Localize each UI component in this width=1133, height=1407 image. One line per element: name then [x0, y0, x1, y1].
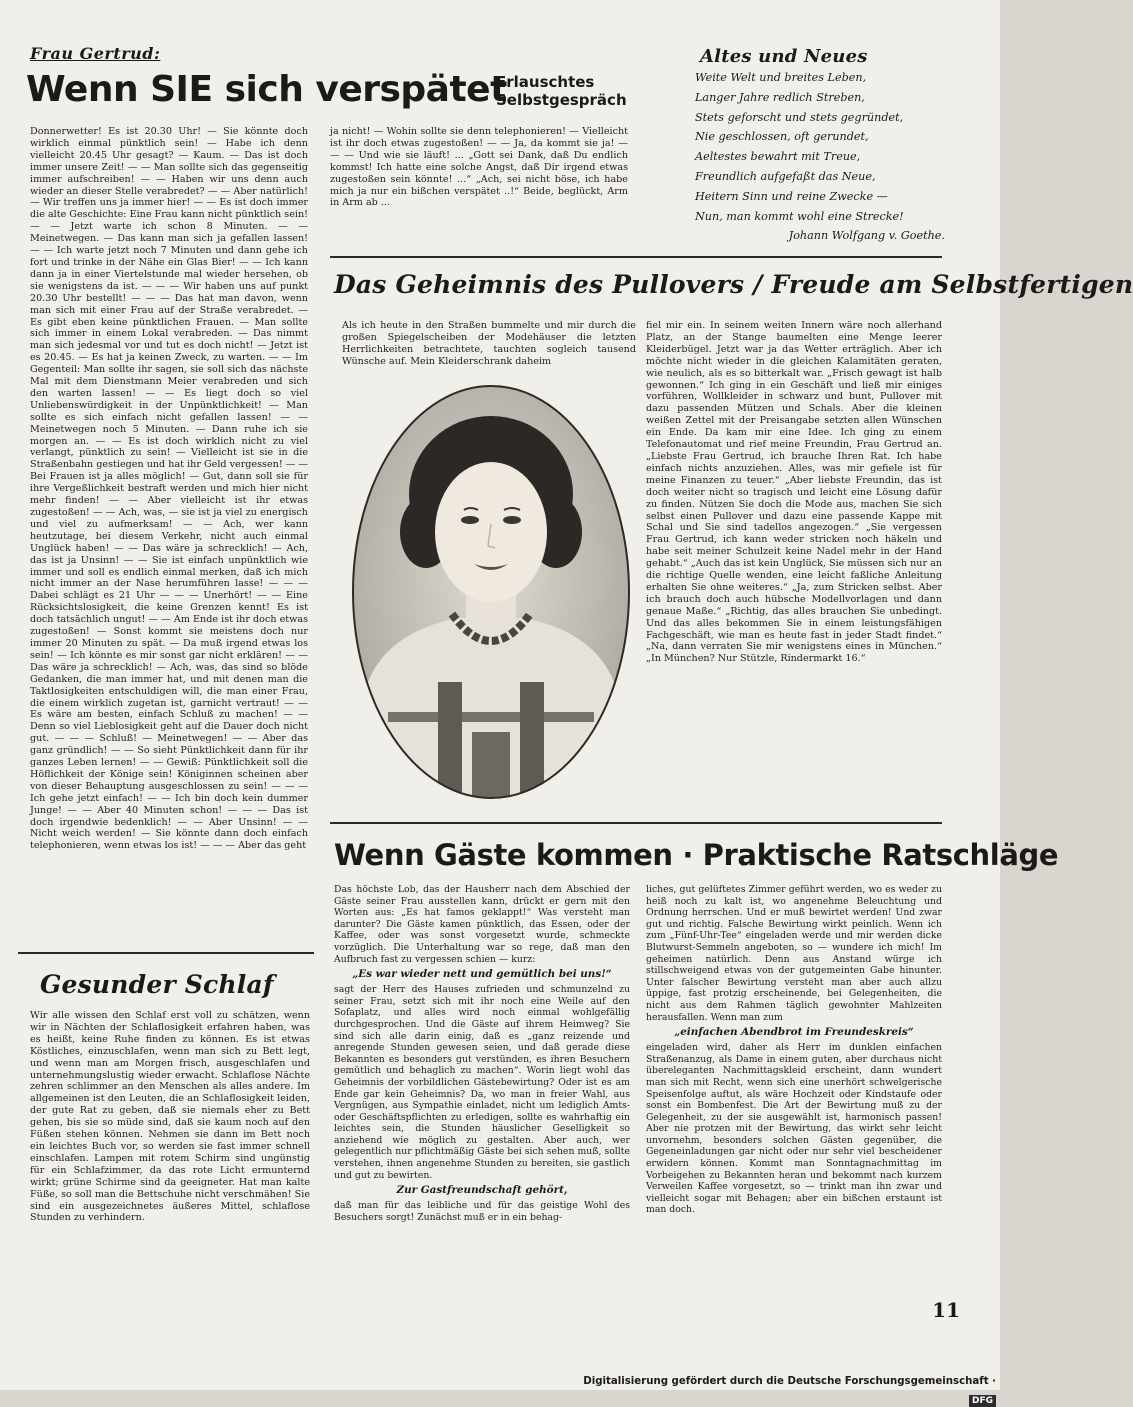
article3-body — [30, 1010, 310, 1322]
poem-author: Johann Wolfgang v. Goethe. — [788, 229, 945, 242]
article4-col2-text: eingeladen wird, daher als Herr im dunklen einfachen Straßenanzug, als Dame in einem guten, aber durchaus nicht übereleganten Nachmittagskleid erscheint, dann wundert man sich mit Recht, wenn sich eine unerhört schwelgerische Speisenfolge auftut, als wäre Hochzeit oder Kindstaufe oder sonst ein Bombenfest. Die Art der Bewirtung muß zu der Gelegenheit, zu der sie ausgewählt ist, harmonisch passen! Aber nie protzen mit der Bewirtung, das wirkt sehr leicht unvornehm, besonders solchen Gästen gegenüber, die Gegeneinladungen gar nicht oder nur sehr viel bescheidener erwidern können. Kommt man Sonntagnachmittag im Vorbeigehen zu Bekannten heran und bekommt nach kurzem Verweilen Kaffee vorgesetzt, so — trinkt man ihn zwar und vielleicht sogar mit Behagen; aber ein bißchen erstaunt ist man doch. — [646, 1042, 942, 1216]
article1-col2-text: ja nicht! — Wohin sollte sie denn telephonieren! — Vielleicht ist ihr doch etwas zugestoßen! — — Ja, da kommt sie ja! — — — Und wie sie läuft! ... „Gott sei Dank, daß Du endlich kommst! Ich hatte eine solche Angst, daß Dir irgend etwas zugestoßen sein könnte! ...“ „Ach, sei nicht böse, ich habe mich ja nur ein bißchen verspätet ..!“ Beide, beglückt, Arm in Arm ab ... — [330, 126, 628, 209]
dfg-logo: DFG — [969, 1395, 996, 1407]
article2-col2-text: fiel mir ein. In seinem weiten Innern wäre noch allerhand Platz, an der Stange baumelten eine Menge leerer Kleiderbügel. Jetzt war ja das Wetter erträglich. Aber ich möchte nicht wieder in die gleichen Kalamitäten geraten, wie neulich, als es so bitterkalt war. „Frisch gewagt ist halb gewonnen.“ Ich ging in ein Geschäft und ließ mir einiges vorführen, Wollkleider in schwarz und bunt, Pullover mit dazu passenden Mützen und Schals. Aber die kleinen weißen Zettel mit der Preisangabe setzten allen Wünschen ein Ende. Da kam mir eine Idee. Ich ging zu einem Telefonautomat und rief meine Freundin, Frau Gertrud an. „Liebste Frau Gertrud, ich brauche Ihren Rat. Ich habe einfach nichts anzuziehen. Alles, was mir gefiele ist für meine Finanzen zu teuer.“ „Aber liebste Freundin, das ist doch weiter nicht so tragisch und leicht eine Lösung dafür zu finden. Nützen Sie doch die Mode aus, machen Sie sich selbst einen Pullover und dazu eine passende Kappe mit Schal und Sie sind tadellos angezogen.“ „Sie vergessen Frau Gertrud, ich kann weder stricken noch häkeln und habe seit meiner Schulzeit keine Nadel mehr in der Hand gehabt.“ „Auch das ist kein Unglück, Sie müssen sich nur an die richtige Quelle wenden, eine leicht faßliche Anleitung erhalten Sie ohne weiteres.“ „Ja, zum Stricken selbst. Aber ich brauch doch auch hübsche Modellvorlagen und dann genaue Maße.“ „Richtig, das alles brauchen Sie unbedingt. Und das alles bekommen Sie in einem leistungsfähigen Fachgeschäft, wie man es heute fast in jeder Stadt findet.“ „Na, dann verraten Sie mir wenigstens eines in München.“ „In München? Nur Stützle, Rindermarkt 16.“ — [646, 320, 942, 665]
article2-col1-text: Als ich heute in den Straßen bummelte und mir durch die großen Spiegelscheiben der Modehäuser die letzten Herrlichkeiten betrachtete, tauchten sogleich tausend Wünsche auf. Mein Kleiderschrank daheim — [342, 320, 636, 367]
poem-line: Freundlich aufgefaßt das Neue, — [695, 169, 876, 183]
article3-title: Gesunder Schlaf — [40, 970, 274, 999]
article1-subhead — [496, 73, 636, 113]
article4-col2-text: liches, gut gelüftetes Zimmer geführt werden, wo es weder zu heiß noch zu kalt ist, wo angenehme Beleuchtung und Ordnung herrschen. Und er muß bewirtet werden! Und zwar gut und richtig. Falsche Bewirtung wirkt peinlich. Wenn ich zum „Fünf-Uhr-Tee“ eingeladen werde und mir werden dicke Blutwurst-Semmeln angeboten, so — wundere ich mich! Im geheimen natürlich. Denn aus Anstand würge ich stillschweigend etwas von der gutgemeinten Gabe hinunter. Unter falscher Bewirtung versteht man aber auch allzu üppige, fast protzig erscheinende, bei Gelegenheiten, die nicht aus dem Rahmen täglich gewohnter Mahlzeiten herausfallen. Wenn man zum — [646, 884, 942, 1023]
poem-line: Nie geschlossen, oft gerundet, — [695, 130, 869, 144]
article4-col1-text: sagt der Herr des Hauses zufrieden und schmunzelnd zu seiner Frau, setzt sich mit ihr noch eine Weile auf den Sofaplatz, und alles wird noch einmal wohlgefällig durchgesprochen. Und die Gäste auf ihrem Heimweg? Sie sind sich alle darin einig, daß es „ganz reizende und anregende Stunden gewesen seien, und daß gerade diese Bekannten es besonders gut verstünden, es ihren Besuchern gemütlich und behaglich zu machen“. Worin liegt wohl das Geheimnis der vorbildlichen Gästebewirtung? Oder ist es am Ende gar kein Geheimnis? Da, wo man in freier Wahl, aus Vergnügen, aus Sympathie einladet, nicht um lediglich Amts- oder Geschäftspflichten zu erledigen, sollte es wahrhaftig ein leichtes sein, die Stunden häuslicher Geselligkeit so anziehend wie möglich zu gestalten. Aber auch, wer gelegentlich nur pflichtmäßig Gäste bei sich sehen muß, sollte verstehen, ihnen angenehme Stunden zu bereiten, sie gastlich und gut zu bewirten. — [334, 984, 630, 1181]
article2-title: Das Geheimnis des Pullovers / Freude am Selbstfertigen — [334, 270, 1133, 299]
article4-col1-text: Das höchste Lob, das der Hausherr nach dem Abschied der Gäste seiner Frau ausstellen kann, drückt er gern mit den Worten aus: „Es hat famos geklappt!“ Was versteht man darunter? Die Gäste kamen pünktlich, das Essen, oder der Kaffee, oder was sonst vorgesetzt wurde, schmeckte vorzüglich. Die Unterhaltung war so rege, daß man den Aufbruch fast zu vergessen schien — kurz: — [334, 884, 630, 965]
article1-kicker: Frau Gertrud: — [30, 44, 161, 63]
poem-line: Heitern Sinn und reine Zwecke — — [695, 189, 888, 203]
article1-column-2 — [330, 126, 628, 244]
article1-subhead-line-1: Erlauschtes — [496, 73, 595, 91]
section-divider-rule — [18, 952, 314, 954]
article4-col1-subheading: Zur Gastfreundschaft gehört, — [396, 1184, 568, 1197]
article4-col1-text: daß man für das leibliche und für das geistige Wohl des Besuchers sorgt! Zunächst muß er in ein behag- — [334, 1200, 630, 1223]
article4-column-2 — [646, 884, 942, 1304]
article4-col1-subheading: „Es war wieder nett und gemütlich bei uns!“ — [352, 968, 612, 981]
poem-line: Nun, man kommt wohl eine Strecke! — [695, 209, 904, 223]
article2-column-1 — [342, 320, 636, 378]
article4-title: Wenn Gäste kommen · Praktische Ratschläge — [334, 838, 1059, 872]
poem-title: Altes und Neues — [700, 46, 868, 67]
poem-body — [695, 68, 935, 238]
article2-column-2 — [646, 320, 942, 810]
article4-col2-subheading: „einfachen Abendbrot im Freundeskreis“ — [674, 1026, 914, 1039]
article1-col1-text: Donnerwetter! Es ist 20.30 Uhr! — Sie könnte doch wirklich einmal pünktlich sein! — Habe ich denn vielleicht 20.45 Uhr gesagt? — Kaum. — Das ist doch immer unsere Zeit! — — Man sollte sich das gegenseitig immer aufschreiben! — — Haben wir uns denn auch wieder an dieser Stelle verabredet? — — Aber natürlich! — Wir treffen uns ja immer hier! — — Es ist doch immer die alte Geschichte: Eine Frau kann nicht pünktlich sein! — — Jetzt warte ich schon 8 Minuten. — — Meinetwegen. — Das kann man sich ja gefallen lassen! — — Ich warte jetzt noch 7 Minuten und dann gehe ich fort und trinke in der Nähe ein Glas Bier! — — Ich kann dann ja in einer Viertelstunde mal wieder hersehen, ob sie wenigstens da ist. — — — Wir haben uns auf punkt 20.30 Uhr bestellt! — — — Das hat man davon, wenn man sich mit einer Frau auf der Straße verabredet. — Es gibt eben keine pünktlichen Frauen. — Man sollte sich immer in einem Lokal verabreden. — Das nimmt man sich jedesmal vor und tut es doch nicht! — Jetzt ist es 20.45. — Es hat ja keinen Zweck, zu warten. — — Im Gegenteil: Man sollte ihr sagen, sie soll sich das nächste Mal mit dem Dienstmann Meier verabreden und sich den warten lassen! — — Es liegt doch so viel Unliebenswürdigkeit in der Unpünktlichkeit! — Man sollte es sich einfach nicht gefallen lassen! — — Meinetwegen noch 5 Minuten. — Dann ruhe ich sie morgen an. — — Es ist doch wirklich nicht zu viel verlangt, pünktlich zu sein! — Vielleicht ist sie in die Straßenbahn gestiegen und hat ihr Geld vergessen! — — Bei Frauen ist ja alles möglich! — Gut, dann soll sie für ihre Vergeßlichkeit bestraft werden und mich hier nicht mehr finden! — — Aber vielleicht ist ihr etwas zugestoßen! — — Ach, was, — sie ist ja viel zu energisch und viel zu aufmerksam! — — Ach, wer kann heutzutage, bei diesem Verkehr, nicht auch einmal Unglück haben! — — Das wäre ja schrecklich! — Ach, das ist ja Unsinn! — — Sie ist einfach unpünktlich wie immer und soll es endlich einmal merken, daß ich mich nicht immer an der Nase herumführen lasse! — — — Dabei schlägt es 21 Uhr — — — Unerhört! — — Eine Rücksichtslosigkeit, die keine Grenzen kennt! Es ist doch tatsächlich ungut! — — Am Ende ist ihr doch etwas zugestoßen! — Sonst kommt sie meistens doch nur immer 20 Minuten zu spät. — Da muß irgend etwas los sein! — Ich könnte es mir sonst gar nicht erklären! — — Das wäre ja schrecklich! — Ach, was, das sind so blöde Gedanken, die man immer hat, und mit denen man die Taktlosigkeiten entschuldigen will, die man einer Frau, die einem wirklich zugetan ist, garnicht vertraut! — — Es wäre am besten, einfach Schluß zu machen! — — Denn so viel Lieblosigkeit geht auf die Dauer doch nicht gut. — — — Schluß! — Meinetwegen! — — Aber das ganz gründlich! — — So sieht Pünktlichkeit dann für ihr ganzes Leben lernen! — — Gewiß: Pünktlichkeit soll die Höflichkeit der Könige sein! Königinnen scheinen aber von dieser Behauptung ausgeschlossen zu sein! — — — Ich gehe jetzt einfach! — — Ich bin doch kein dummer Junge! — — Aber 40 Minuten schon! — — — Das ist doch irgendwie bedenklich! — — Aber Unsinn! — — Nicht weich werden! — Sie könnte dann doch einfach telephonieren, wenn etwas los ist! — — — Aber das geht — [30, 126, 308, 852]
article1-column-1 — [30, 126, 308, 944]
portrait-photo — [348, 382, 634, 802]
article3-text: Wir alle wissen den Schlaf erst voll zu schätzen, wenn wir in Nächten der Schlaflosigkeit erfahren haben, was es heißt, keine Ruhe finden zu können. Es ist etwas Köstliches, einzuschlafen, wenn man sich zu Bett legt, und wenn man am Morgen frisch, ausgeschlafen und unternehmungslustig wieder erwacht. Schlaflose Nächte zehren schlimmer an den Menschen als alles andere. Im allgemeinen ist den Leuten, die an Schlaflosigkeit leiden, der gute Rat zu geben, daß sie niemals eher zu Bett gehen, bis sie so müde sind, daß sie kaum noch auf den Füßen stehen können. Nehmen sie dann im Bett noch ein leichtes Buch vor, so werden sie fast immer schnell einschlafen. Lampen mit rotem Schirm sind ungünstig für ein Schlafzimmer, da das rote Licht ermunternd wirkt; grüne Schirme sind da geeigneter. Hat man kalte Füße, so soll man die Bettschuhe nicht verschmähen! Sie sind ein ausgezeichnetes äußeres Mittel, schlaflose Stunden zu verhindern. — [30, 1010, 310, 1224]
article4-column-1 — [334, 884, 630, 1324]
poem-line: Weite Welt und breites Leben, — [695, 71, 867, 84]
poem-line: Stets geforscht und stets gegründet, — [695, 110, 904, 124]
footer-text: Digitalisierung gefördert durch die Deutsche Forschungsgemeinschaft · — [583, 1376, 996, 1387]
poem-line: Aeltestes bewahrt mit Treue, — [695, 150, 861, 164]
portrait-photo-graphic — [348, 382, 634, 802]
article1-subhead-line-2: Selbstgespräch — [496, 91, 627, 109]
article1-headline: Wenn SIE sich verspätet — [26, 69, 507, 110]
poem-line: Langer Jahre redlich Streben, — [695, 90, 865, 104]
section-divider-rule — [330, 822, 942, 824]
page-number: 11 — [932, 1298, 960, 1322]
digitization-footer — [560, 1369, 996, 1406]
section-divider-rule — [330, 256, 942, 258]
